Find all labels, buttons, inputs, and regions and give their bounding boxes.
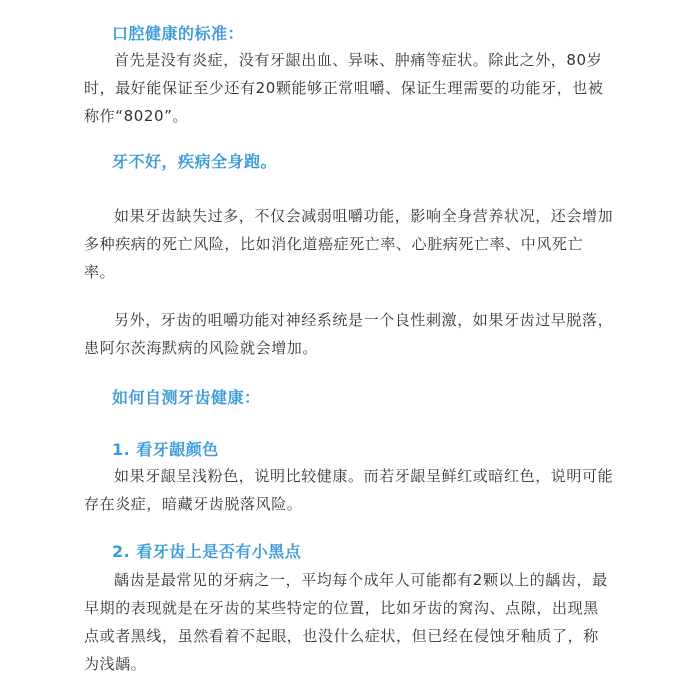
section-heading-oral-health-standard: 口腔健康的标准：	[112, 24, 245, 43]
paragraph-tooth-loss-risk: 如果牙齿缺失过多，不仅会减弱咀嚼功能，影响全身营养状况，还会增加多种疾病的死亡风险，比如消化道癌症死亡率、心脏病死亡率、中风死亡率。	[84, 207, 614, 281]
section-heading-bad-teeth-disease: 牙不好，疾病全身跑。	[112, 152, 278, 171]
paragraph-oral-health-standard: 首先是没有炎症，没有牙龈出血、异味、肿痛等症状。除此之外，80岁时，最好能保证至少还有20颗能够正常咀嚼、保证生理需要的功能牙，也被称作“8020”。	[84, 51, 604, 125]
paragraph-chewing-nervous-system: 另外，牙齿的咀嚼功能对神经系统是一个良性刺激，如果牙齿过早脱落，患阿尔茨海默病的风险就会增加。	[84, 311, 614, 357]
section-heading-self-check: 如何自测牙齿健康：	[112, 388, 261, 407]
section-heading-gum-color: 1. 看牙龈颜色	[112, 440, 219, 459]
paragraph-dental-caries: 龋齿是最常见的牙病之一，平均每个成年人可能都有2颗以上的龋齿，最早期的表现就是在牙齿的某些特定的位置，比如牙齿的窝沟、点隙，出现黑点或者黑线，虽然看着不起眼，也没什么症状，但已经在侵蚀牙釉质了，称为浅龋。	[84, 571, 608, 673]
section-heading-black-spots: 2. 看牙齿上是否有小黑点	[112, 542, 302, 561]
paragraph-gum-color: 如果牙龈呈浅粉色，说明比较健康。而若牙龈呈鲜红或暗红色，说明可能存在炎症，暗藏牙齿脱落风险。	[84, 467, 614, 513]
